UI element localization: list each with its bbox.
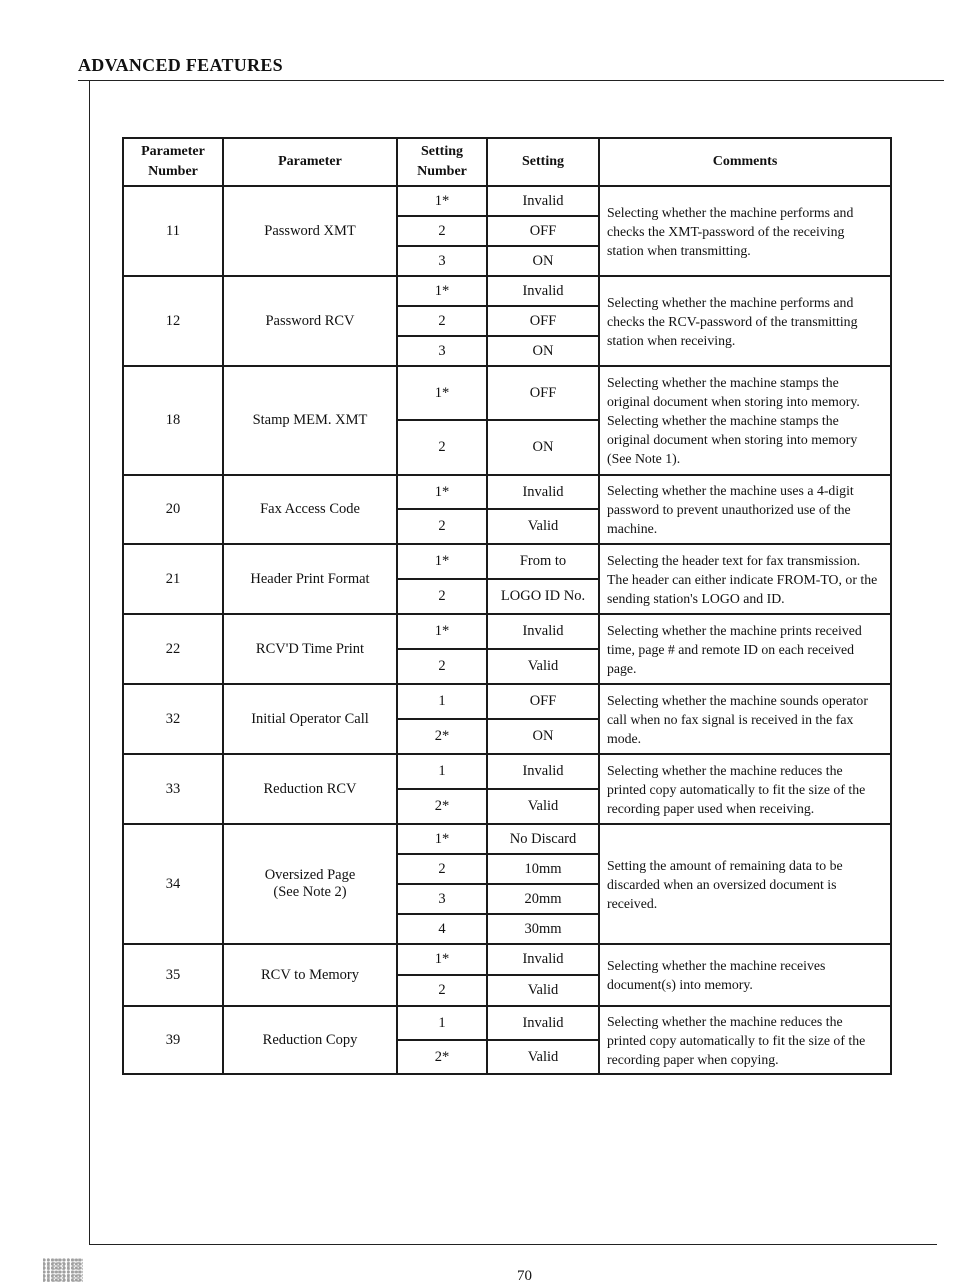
setting-value: Valid bbox=[487, 975, 599, 1006]
setting-number: 1* bbox=[397, 186, 487, 216]
setting-value: No Discard bbox=[487, 824, 599, 854]
setting-value: OFF bbox=[487, 216, 599, 246]
setting-number: 2 bbox=[397, 509, 487, 544]
comment: Selecting whether the machine performs and checks the XMT-password of the receiving station when transmitting. bbox=[599, 186, 891, 276]
setting-value: Invalid bbox=[487, 614, 599, 649]
parameter-name-cell bbox=[223, 1006, 397, 1074]
setting-value: Valid bbox=[487, 789, 599, 824]
setting-value: OFF bbox=[487, 684, 599, 719]
setting-value: ON bbox=[487, 246, 599, 276]
comment: Selecting whether the machine stamps the original document when storing into memory. Selecting whether the machine stamps the original document when storing into memory (See Note 1). bbox=[599, 366, 891, 475]
setting-value: Invalid bbox=[487, 944, 599, 975]
setting-number: 3 bbox=[397, 336, 487, 366]
parameter-table bbox=[122, 137, 892, 1075]
comment: Selecting whether the machine performs and checks the RCV-password of the transmitting station when receiving. bbox=[599, 276, 891, 366]
parameter-number: 18 bbox=[123, 366, 223, 475]
setting-value: Invalid bbox=[487, 475, 599, 509]
table-row bbox=[123, 754, 891, 789]
parameter-name: Reduction Copy bbox=[262, 1031, 358, 1048]
comment: Selecting whether the machine sounds operator call when no fax signal is received in the fax mode. bbox=[599, 684, 891, 754]
setting-number: 2 bbox=[397, 975, 487, 1006]
table-row bbox=[123, 1006, 891, 1040]
parameter-number: 20 bbox=[123, 475, 223, 544]
comment: Selecting whether the machine prints received time, page # and remote ID on each received page. bbox=[599, 614, 891, 684]
parameter-name-cell bbox=[223, 944, 397, 1006]
setting-value: LOGO ID No. bbox=[487, 579, 599, 614]
table-row bbox=[123, 186, 891, 216]
setting-number: 2 bbox=[397, 854, 487, 884]
col-header-setting-number: Setting Number bbox=[397, 138, 487, 186]
setting-value: Valid bbox=[487, 649, 599, 684]
parameter-name-cell bbox=[223, 475, 397, 544]
parameter-name-cell bbox=[223, 824, 397, 944]
setting-number: 3 bbox=[397, 884, 487, 914]
table-row bbox=[123, 544, 891, 579]
setting-value: Invalid bbox=[487, 1006, 599, 1040]
parameter-name: Header Print Format bbox=[250, 570, 370, 587]
setting-number: 2 bbox=[397, 306, 487, 336]
section-title: ADVANCED FEATURES bbox=[78, 55, 283, 75]
setting-number: 2 bbox=[397, 649, 487, 684]
setting-number: 2* bbox=[397, 719, 487, 754]
top-rule bbox=[78, 80, 944, 81]
table-body bbox=[123, 186, 891, 1074]
setting-value: Invalid bbox=[487, 186, 599, 216]
setting-value: ON bbox=[487, 420, 599, 475]
setting-value: Valid bbox=[487, 1040, 599, 1074]
parameter-name: Password XMT bbox=[264, 222, 356, 239]
comment: Selecting whether the machine uses a 4-digit password to prevent unauthorized use of the machine. bbox=[599, 475, 891, 544]
setting-number: 1* bbox=[397, 366, 487, 420]
comment: Setting the amount of remaining data to be discarded when an oversized document is received. bbox=[599, 824, 891, 944]
parameter-name: Initial Operator Call bbox=[251, 710, 369, 727]
left-rule bbox=[89, 81, 90, 1245]
parameter-name: Password RCV bbox=[265, 312, 355, 329]
setting-value: ON bbox=[487, 336, 599, 366]
col-header-parameter-number: Parameter Number bbox=[123, 138, 223, 186]
setting-value: Invalid bbox=[487, 754, 599, 789]
setting-value: From to bbox=[487, 544, 599, 579]
parameter-name-cell bbox=[223, 684, 397, 754]
parameter-name: RCV to Memory bbox=[260, 966, 360, 983]
parameter-name: Fax Access Code bbox=[260, 501, 360, 517]
table-header-row bbox=[123, 138, 891, 186]
parameter-number: 11 bbox=[123, 186, 223, 276]
setting-number: 2 bbox=[397, 579, 487, 614]
setting-value: ON bbox=[487, 719, 599, 754]
parameter-number: 32 bbox=[123, 684, 223, 754]
parameter-name-cell bbox=[223, 754, 397, 824]
parameter-number: 21 bbox=[123, 544, 223, 614]
setting-number: 2 bbox=[397, 216, 487, 246]
comment: Selecting the header text for fax transmission. The header can either indicate FROM-TO, or the sending station's LOGO and ID. bbox=[599, 544, 891, 614]
col-header-parameter: Parameter bbox=[223, 138, 397, 186]
setting-value: Valid bbox=[487, 509, 599, 544]
setting-number: 4 bbox=[397, 914, 487, 944]
parameter-note: (See Note 2) bbox=[273, 884, 347, 900]
setting-value: OFF bbox=[487, 366, 599, 420]
table-row bbox=[123, 366, 891, 420]
col-header-comments: Comments bbox=[599, 138, 891, 186]
parameter-name: Oversized Page bbox=[264, 867, 356, 883]
parameter-name-cell bbox=[223, 276, 397, 366]
setting-number: 1* bbox=[397, 276, 487, 306]
scan-speckle bbox=[43, 1258, 83, 1282]
parameter-number: 39 bbox=[123, 1006, 223, 1074]
comment: Selecting whether the machine receives document(s) into memory. bbox=[599, 944, 891, 1006]
setting-number: 3 bbox=[397, 246, 487, 276]
parameter-number: 34 bbox=[123, 824, 223, 944]
setting-value: 20mm bbox=[487, 884, 599, 914]
col-header-setting: Setting bbox=[487, 138, 599, 186]
setting-number: 1* bbox=[397, 944, 487, 975]
setting-value: 10mm bbox=[487, 854, 599, 884]
parameter-name: Reduction RCV bbox=[263, 780, 357, 797]
setting-number: 1 bbox=[397, 1006, 487, 1040]
parameter-number: 22 bbox=[123, 614, 223, 684]
setting-value: Invalid bbox=[487, 276, 599, 306]
setting-number: 1* bbox=[397, 824, 487, 854]
setting-number: 2* bbox=[397, 789, 487, 824]
parameter-name-cell bbox=[223, 186, 397, 276]
setting-value: 30mm bbox=[487, 914, 599, 944]
comment: Selecting whether the machine reduces the printed copy automatically to fit the size of the recording paper used when receiving. bbox=[599, 754, 891, 824]
setting-number: 2* bbox=[397, 1040, 487, 1074]
table-row bbox=[123, 276, 891, 306]
parameter-number: 12 bbox=[123, 276, 223, 366]
parameter-number: 35 bbox=[123, 944, 223, 1006]
parameter-name-cell bbox=[223, 544, 397, 614]
parameter-name: Stamp MEM. XMT bbox=[252, 412, 368, 428]
table-row bbox=[123, 475, 891, 509]
parameter-number: 33 bbox=[123, 754, 223, 824]
bottom-rule bbox=[89, 1244, 937, 1245]
table-row bbox=[123, 824, 891, 854]
setting-number: 1 bbox=[397, 754, 487, 789]
setting-number: 2 bbox=[397, 420, 487, 475]
parameter-name-cell bbox=[223, 614, 397, 684]
setting-number: 1* bbox=[397, 475, 487, 509]
setting-number: 1 bbox=[397, 684, 487, 719]
parameter-name-cell bbox=[223, 366, 397, 475]
table-row bbox=[123, 614, 891, 649]
page-number: 70 bbox=[517, 1268, 532, 1284]
setting-number: 1* bbox=[397, 544, 487, 579]
setting-value: OFF bbox=[487, 306, 599, 336]
comment: Selecting whether the machine reduces the printed copy automatically to fit the size of the recording paper when copying. bbox=[599, 1006, 891, 1074]
parameter-name: RCV'D Time Print bbox=[255, 640, 365, 657]
table-row bbox=[123, 684, 891, 719]
table-row bbox=[123, 944, 891, 975]
setting-number: 1* bbox=[397, 614, 487, 649]
